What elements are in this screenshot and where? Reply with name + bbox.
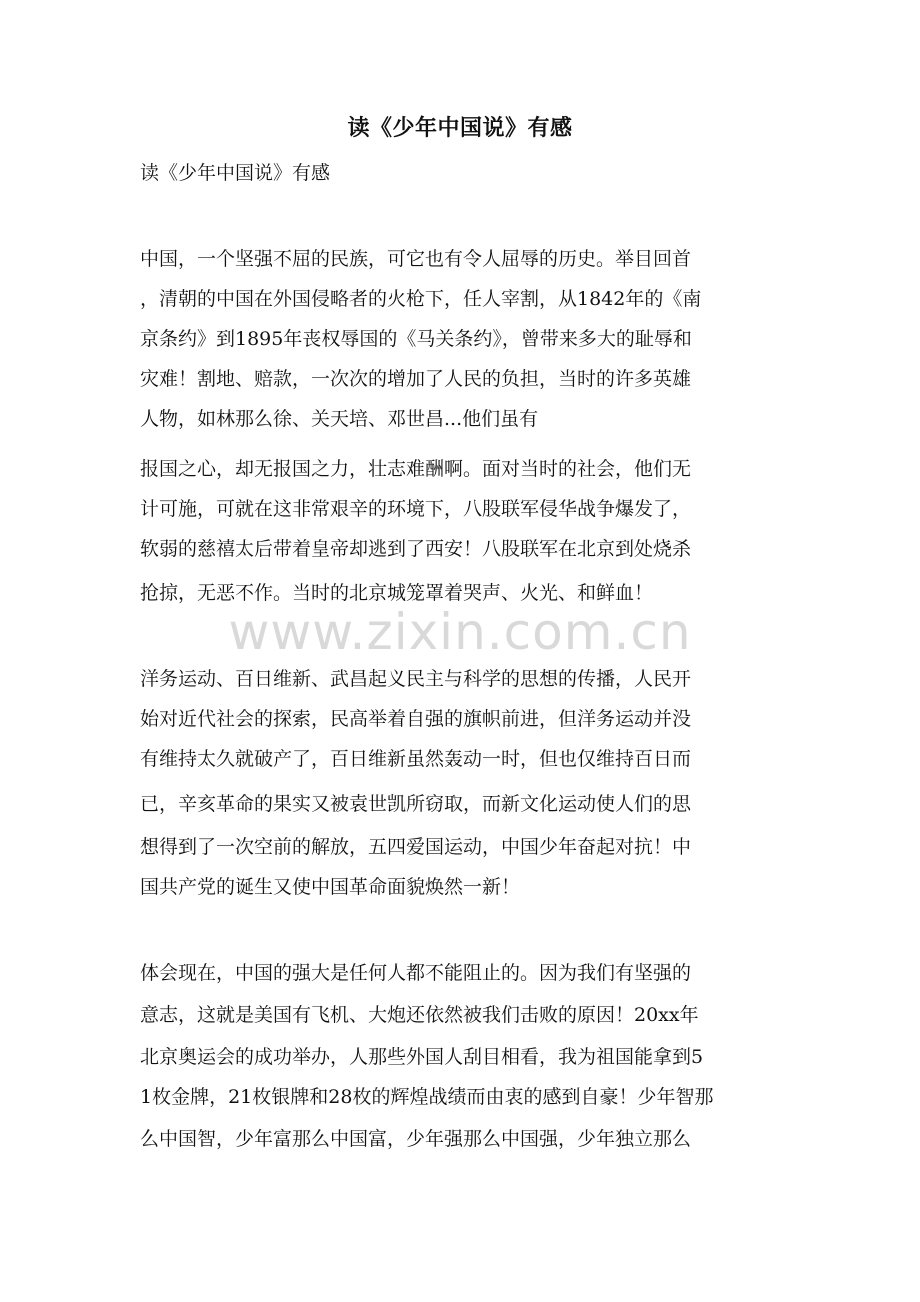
paragraph-line: 有维持太久就破产了，百日维新虽然轰动一时，但也仅维持百日而 bbox=[140, 748, 692, 770]
paragraph-line: 抢掠，无恶不作。当时的北京城笼罩着哭声、火光、和鲜血！ bbox=[140, 582, 654, 604]
document-title: 读《少年中国说》有感 bbox=[347, 115, 573, 141]
paragraph-line: 始对近代社会的探索，民高举着自强的旗帜前进，但洋务运动并没 bbox=[140, 708, 692, 730]
paragraph-line: 已，辛亥革命的果实又被袁世凯所窃取，而新文化运动使人们的思 bbox=[140, 793, 692, 815]
paragraph-line: 意志，这就是美国有飞机、大炮还依然被我们击败的原因！20xx年 bbox=[140, 1004, 699, 1026]
paragraph-line: 中国，一个坚强不屈的民族，可它也有令人屈辱的历史。举目回首 bbox=[140, 248, 692, 270]
paragraph-line: 人物，如林那么徐、关天培、邓世昌...他们虽有 bbox=[140, 408, 539, 430]
paragraph-line: 1枚金牌，21枚银牌和28枚的辉煌战绩而由衷的感到自豪！少年智那 bbox=[140, 1086, 714, 1108]
paragraph-line: 软弱的慈禧太后带着皇帝却逃到了西安！八股联军在北京到处烧杀 bbox=[140, 538, 692, 560]
watermark-text: www.zixin.com.cn bbox=[228, 603, 692, 661]
document-subtitle: 读《少年中国说》有感 bbox=[140, 162, 331, 184]
paragraph-line: 计可施，可就在这非常艰辛的环境下，八股联军侵华战争爆发了， bbox=[140, 498, 692, 520]
paragraph-line: 灾难！割地、赔款，一次次的增加了人民的负担，当时的许多英雄 bbox=[140, 368, 692, 390]
paragraph-line: 想得到了一次空前的解放，五四爱国运动，中国少年奋起对抗！中 bbox=[140, 836, 692, 858]
paragraph-line: 京条约》到1895年丧权辱国的《马关条约》，曾带来多大的耻辱和 bbox=[140, 328, 692, 350]
paragraph-line: 国共产党的诞生又使中国革命面貌焕然一新！ bbox=[140, 876, 521, 898]
paragraph-line: ，清朝的中国在外国侵略者的火枪下，任人宰割，从1842年的《南 bbox=[140, 288, 702, 310]
paragraph-line: 体会现在，中国的强大是任何人都不能阻止的。因为我们有坚强的 bbox=[140, 962, 692, 984]
paragraph-line: 么中国智，少年富那么中国富，少年强那么中国强，少年独立那么 bbox=[140, 1128, 692, 1150]
paragraph-line: 北京奥运会的成功举办，人那些外国人刮目相看，我为祖国能拿到5 bbox=[140, 1046, 704, 1068]
paragraph-line: 洋务运动、百日维新、武昌起义民主与科学的思想的传播，人民开 bbox=[140, 668, 692, 690]
paragraph-line: 报国之心，却无报国之力，壮志难酬啊。面对当时的社会，他们无 bbox=[140, 458, 692, 480]
